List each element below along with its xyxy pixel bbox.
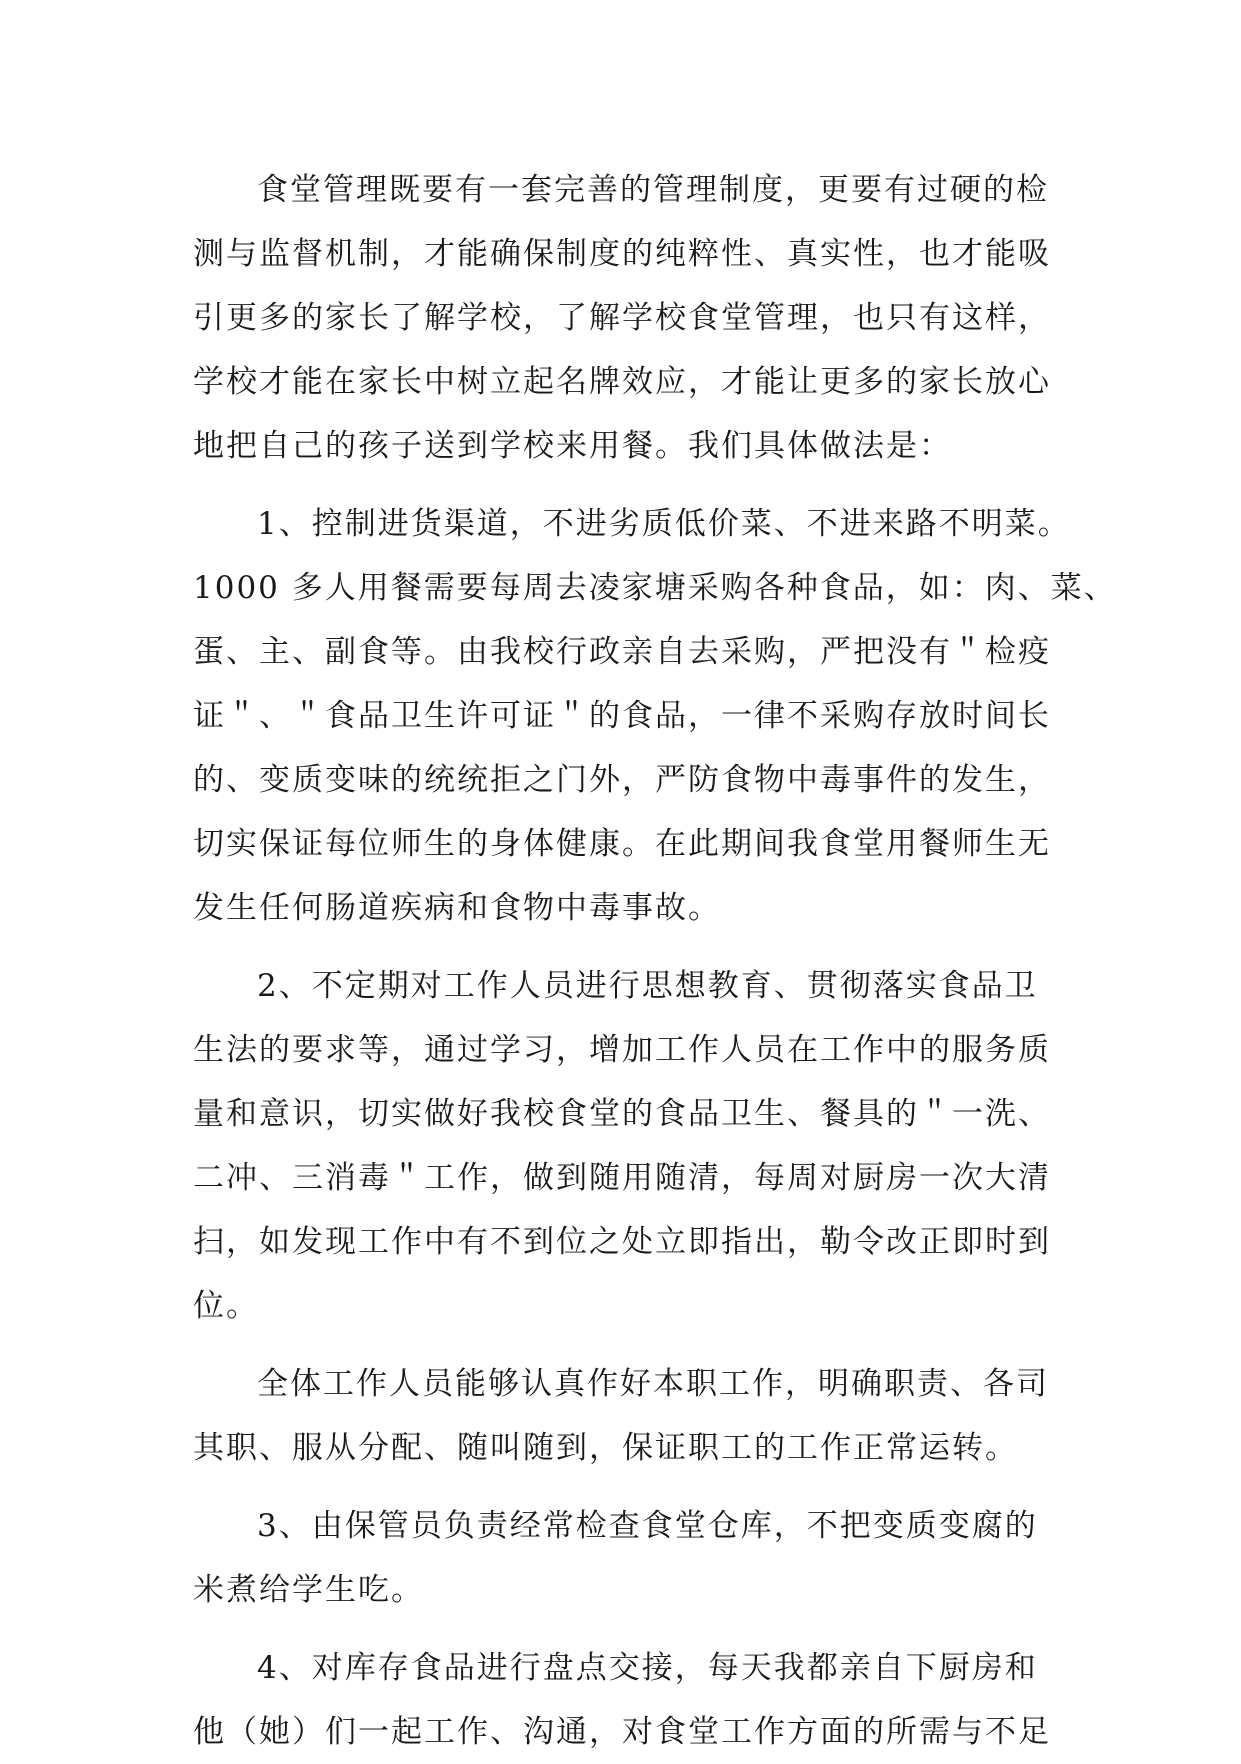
paragraph-line: 米煮给学生吃。 xyxy=(193,1572,424,1608)
paragraph-line: 1、控制进货渠道，不进劣质低价菜、不进来路不明菜。 xyxy=(257,506,1071,542)
paragraph-line: 证＂、＂食品卫生许可证＂的食品，一律不采购存放时间长 xyxy=(193,698,1051,734)
paragraph-item-3 xyxy=(193,1494,1073,1622)
paragraph-line: 食堂管理既要有一套完善的管理制度，更要有过硬的检 xyxy=(257,172,1049,208)
paragraph-line: 发生任何肠道疾病和食物中毒事故。 xyxy=(193,890,721,926)
paragraph-line: 他（她）们一起工作、沟通，对食堂工作方面的所需与不足 xyxy=(193,1714,1051,1750)
paragraph-intro xyxy=(193,158,1073,478)
document-body xyxy=(193,158,1117,1764)
paragraph-line: 二冲、三消毒＂工作，做到随用随清，每周对厨房一次大清 xyxy=(193,1160,1051,1196)
paragraph-line: 的、变质变味的统统拒之门外，严防食物中毒事件的发生， xyxy=(193,762,1051,798)
paragraph-line: 位。 xyxy=(193,1288,259,1324)
paragraph-item-4 xyxy=(193,1636,1073,1764)
paragraph-line: 1000 多人用餐需要每周去凌家塘采购各种食品，如：肉、菜、 xyxy=(193,570,1117,606)
paragraph-line: 3、由保管员负责经常检查食堂仓库，不把变质变腐的 xyxy=(257,1508,1038,1544)
paragraph-line: 学校才能在家长中树立起名牌效应，才能让更多的家长放心 xyxy=(193,364,1051,400)
paragraph-line: 量和意识，切实做好我校食堂的食品卫生、餐具的＂一洗、 xyxy=(193,1096,1051,1132)
paragraph-line: 全体工作人员能够认真作好本职工作，明确职责、各司 xyxy=(257,1366,1049,1402)
paragraph-line: 生法的要求等，通过学习，增加工作人员在工作中的服务质 xyxy=(193,1032,1051,1068)
paragraph-item-2 xyxy=(193,954,1073,1338)
paragraph-line: 引更多的家长了解学校，了解学校食堂管理，也只有这样， xyxy=(193,300,1051,336)
paragraph-staff xyxy=(193,1352,1073,1480)
paragraph-line: 地把自己的孩子送到学校来用餐。我们具体做法是： xyxy=(193,428,952,464)
paragraph-line: 扫，如发现工作中有不到位之处立即指出，勒令改正即时到 xyxy=(193,1224,1051,1260)
paragraph-line: 2、不定期对工作人员进行思想教育、贯彻落实食品卫 xyxy=(257,968,1038,1004)
paragraph-line: 测与监督机制，才能确保制度的纯粹性、真实性，也才能吸 xyxy=(193,236,1051,272)
paragraph-item-1 xyxy=(193,492,1117,940)
paragraph-line: 4、对库存食品进行盘点交接，每天我都亲自下厨房和 xyxy=(257,1650,1038,1686)
paragraph-line: 其职、服从分配、随叫随到，保证职工的工作正常运转。 xyxy=(193,1430,1018,1466)
paragraph-line: 蛋、主、副食等。由我校行政亲自去采购，严把没有＂检疫 xyxy=(193,634,1051,670)
paragraph-line: 切实保证每位师生的身体健康。在此期间我食堂用餐师生无 xyxy=(193,826,1051,862)
